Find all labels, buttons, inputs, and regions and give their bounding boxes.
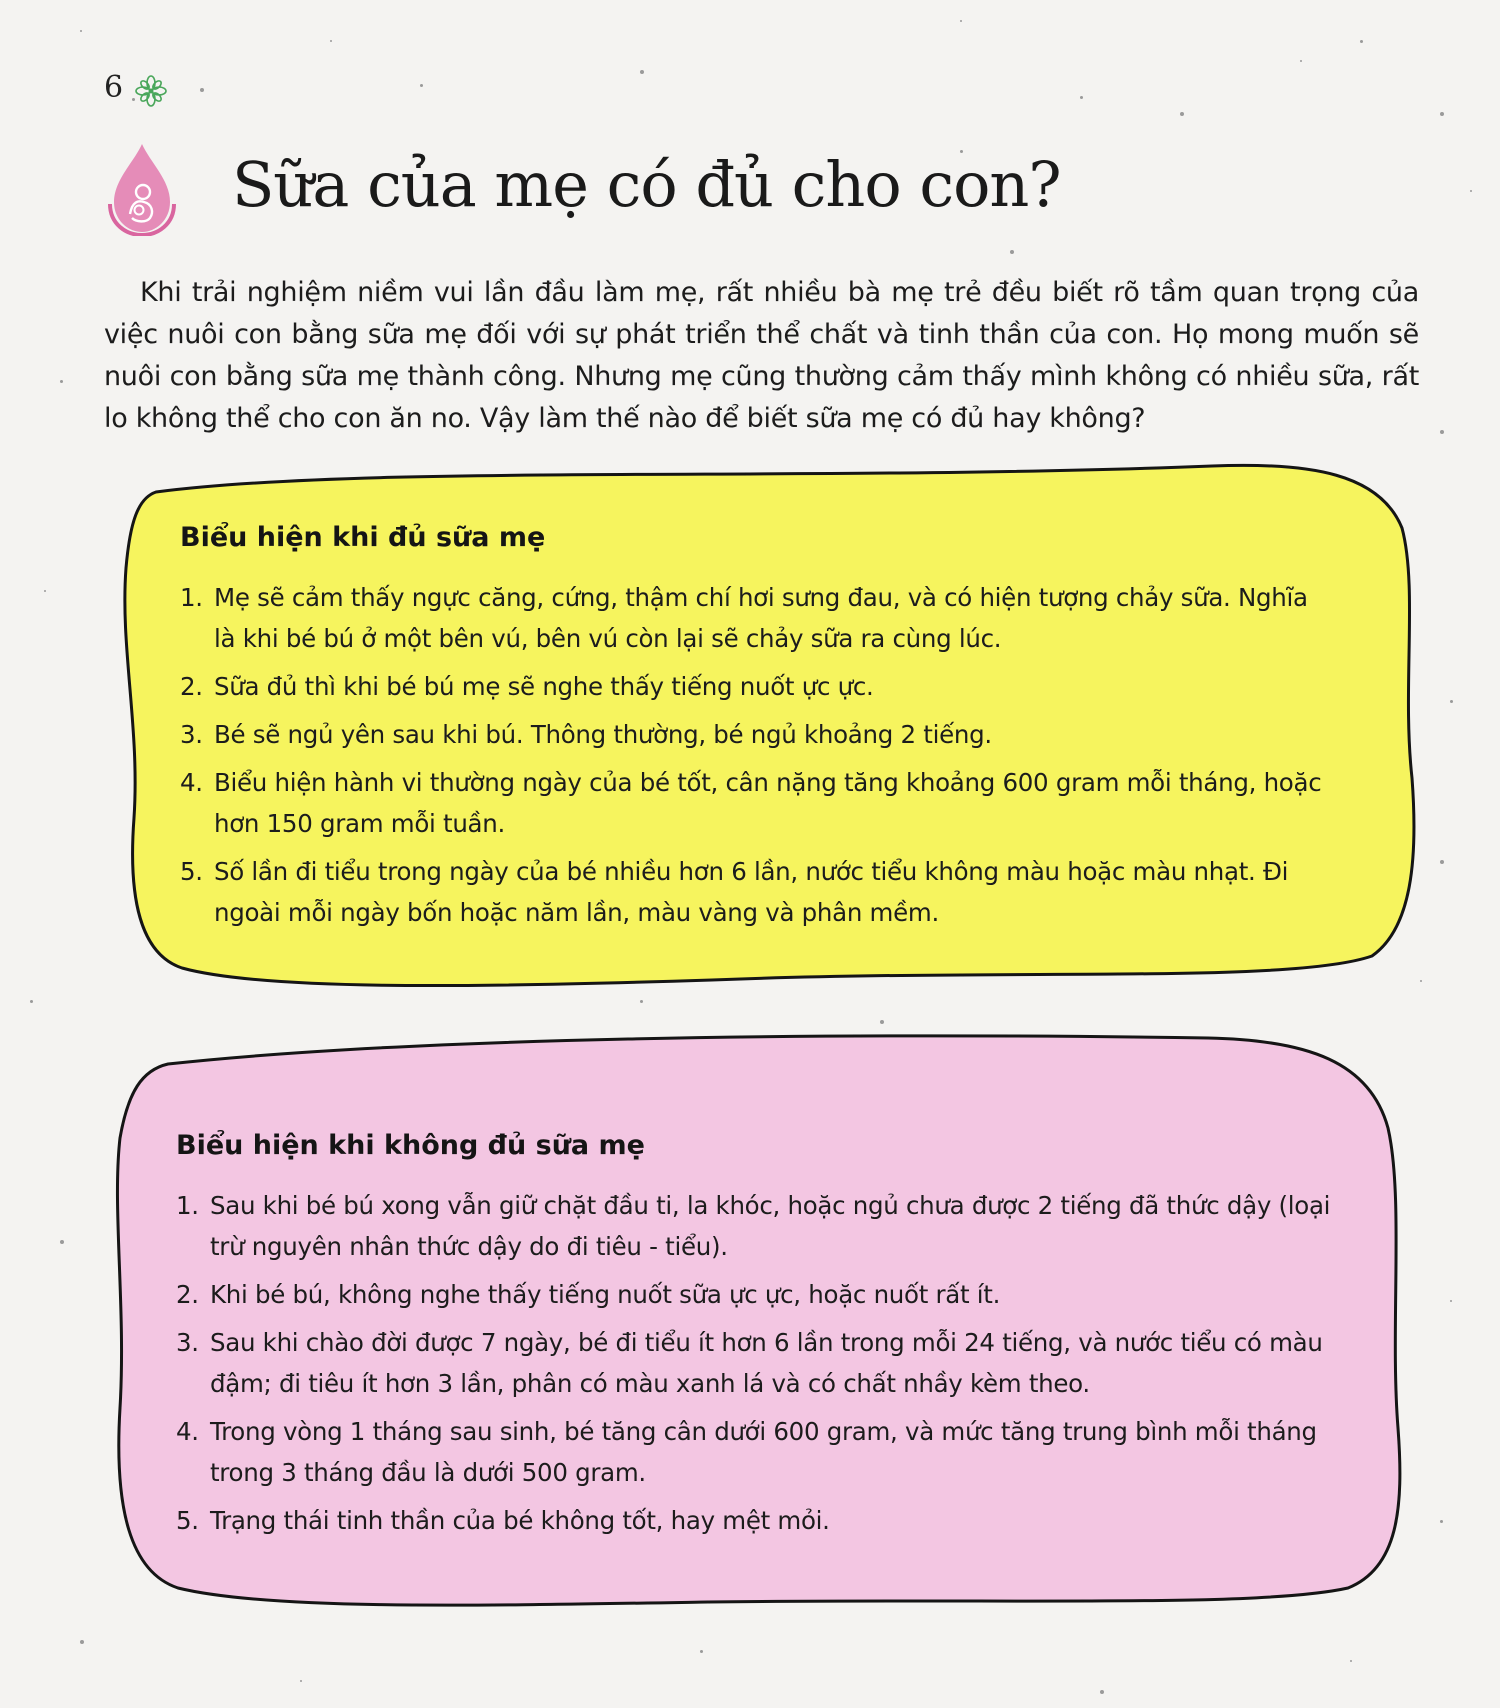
paper-speck xyxy=(880,1020,884,1024)
paper-speck xyxy=(60,1240,64,1244)
paper-speck xyxy=(1450,700,1453,703)
list-item: 2. Khi bé bú, không nghe thấy tiếng nuốt sữa ực ực, hoặc nuốt rất ít. xyxy=(176,1280,1001,1309)
page-number: 6 xyxy=(104,70,124,105)
paper-speck xyxy=(60,380,63,383)
flower-icon xyxy=(134,74,168,108)
list-item: 4. Trong vòng 1 tháng sau sinh, bé tăng cân dưới 600 gram, và mức tăng trung bình mỗi tháng trong 3 tháng đầu là dưới 500 gram. xyxy=(176,1417,1317,1487)
mother-baby-drop-icon xyxy=(104,140,180,236)
paper-speck xyxy=(1360,40,1363,43)
paper-speck xyxy=(80,30,82,32)
paper-speck xyxy=(80,1640,84,1644)
list-item: 5. Số lần đi tiểu trong ngày của bé nhiều hơn 6 lần, nước tiểu không màu hoặc màu nhạt. Đi ngoài mỗi ngày bốn hoặc năm lần, màu vàng và phân mềm. xyxy=(180,857,1289,927)
paper-speck xyxy=(1350,1660,1352,1662)
paper-speck xyxy=(1010,250,1014,254)
paper-speck xyxy=(640,1000,643,1003)
paper-speck xyxy=(1440,430,1444,434)
paper-speck xyxy=(200,88,204,92)
paper-speck xyxy=(700,1650,703,1653)
paper-speck xyxy=(420,84,423,87)
enough-milk-heading: Biểu hiện khi đủ sữa mẹ xyxy=(180,522,546,553)
page-title: Sữa của mẹ có đủ cho con? xyxy=(232,148,1061,221)
paper-speck xyxy=(960,20,962,22)
paper-speck xyxy=(1440,112,1444,116)
paper-speck xyxy=(1080,96,1083,99)
list-item: 4. Biểu hiện hành vi thường ngày của bé tốt, cân nặng tăng khoảng 600 gram mỗi tháng, hoặc hơn 150 gram mỗi tuần. xyxy=(180,768,1322,838)
list-item: 1. Sau khi bé bú xong vẫn giữ chặt đầu ti, la khóc, hoặc ngủ chưa được 2 tiếng đã thức dậy (loại trừ nguyên nhân thức dậy do đi tiêu - tiểu). xyxy=(176,1191,1331,1261)
list-item: 1. Mẹ sẽ cảm thấy ngực căng, cứng, thậm chí hơi sưng đau, và có hiện tượng chảy sữa. Nghĩa là khi bé bú ở một bên vú, bên vú còn lại sẽ chảy sữa ra cùng lúc. xyxy=(180,583,1308,653)
paper-speck xyxy=(1440,1520,1443,1523)
paper-speck xyxy=(30,1000,33,1003)
paper-speck xyxy=(300,1680,302,1682)
paper-speck xyxy=(1450,1300,1452,1302)
intro-paragraph: Khi trải nghiệm niềm vui lần đầu làm mẹ, rất nhiều bà mẹ trẻ đều biết rõ tầm quan trọng của việc nuôi con bằng sữa mẹ đối với sự phát triển thể chất và tinh thần của con. Họ mong muốn sẽ nuôi con bằng sữa mẹ thành công. Nhưng mẹ cũng thường cảm thấy mình không có nhiều sữa, rất lo không thể cho con ăn no. Vậy làm thế nào để biết sữa mẹ có đủ hay không? xyxy=(104,277,1419,434)
not-enough-milk-list xyxy=(176,1185,1336,1541)
not-enough-milk-content xyxy=(176,1130,1336,1548)
not-enough-milk-heading: Biểu hiện khi không đủ sữa mẹ xyxy=(176,1130,645,1161)
list-item: 2. Sữa đủ thì khi bé bú mẹ sẽ nghe thấy tiếng nuốt ực ực. xyxy=(180,672,874,701)
paper-speck xyxy=(44,590,46,592)
list-item: 5. Trạng thái tinh thần của bé không tốt, hay mệt mỏi. xyxy=(176,1506,830,1535)
paper-speck xyxy=(1300,60,1302,62)
list-item: 3. Bé sẽ ngủ yên sau khi bú. Thông thường, bé ngủ khoảng 2 tiếng. xyxy=(180,720,992,749)
paper-speck xyxy=(1100,1690,1104,1694)
paper-speck xyxy=(1180,112,1184,116)
paper-speck xyxy=(1470,190,1472,192)
paper-speck xyxy=(330,40,332,42)
enough-milk-list xyxy=(180,577,1330,933)
paper-speck xyxy=(640,70,644,74)
paper-speck xyxy=(1440,860,1444,864)
enough-milk-content xyxy=(180,522,1330,940)
list-item: 3. Sau khi chào đời được 7 ngày, bé đi tiểu ít hơn 6 lần trong mỗi 24 tiếng, và nước tiểu có màu đậm; đi tiêu ít hơn 3 lần, phân có màu xanh lá và có chất nhầy kèm theo. xyxy=(176,1328,1323,1398)
